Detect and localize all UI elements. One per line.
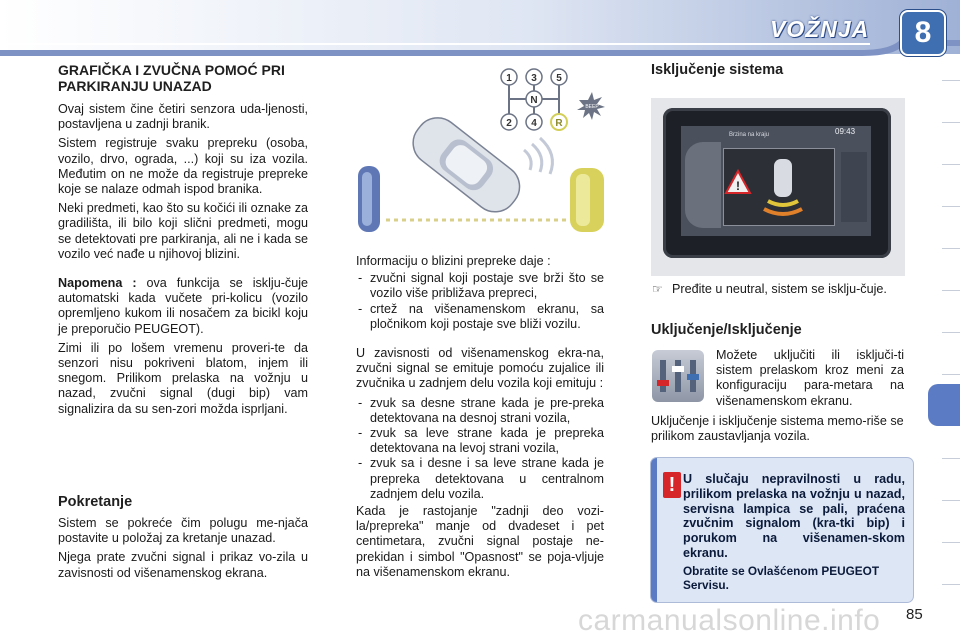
list-signal [356,396,604,502]
list-item: - zvuk sa desne strane kada je pre-preka detektovana na desnoj strani vozila, [356,396,604,426]
list-item: - crtež na višenamenskom ekranu, sa pločnikom koji postaje sve bliži vozilu. [356,302,604,332]
gear-label: R [555,118,563,129]
display-clock: 09:43 [835,127,856,136]
paragraph-memory: Uključenje i isključenje sistema memo-riše se prilikom zaustavljanja vozila. [651,414,904,444]
list-item: - zvuk sa i desne i sa leve strane kada je prepreka detektovana u centralnom zadnjem delu vozila. [356,456,604,502]
column-left [58,62,308,417]
paragraph-sensors: Ovaj sistem čine četiri senzora uda-ljenosti, postavljena u zadnji branik. [58,102,308,132]
paragraph-start-1: Sistem se pokreće čim polugu me-njača postavite u položaj za kretanje unazad. [58,516,308,546]
paragraph-start-2: Njega prate zvučni signal i prikaz vo-zila u zavisnosti od višenamenskog ekrana. [58,550,308,580]
parking-overlay [723,148,835,226]
paragraph-toggle: Možete uključiti ili isključi-ti sistem prelaskom kroz meni za konfiguraciju para-metara na višenamenskom ekranu. [716,348,904,408]
warning-service-text: Obratite se Ovlašćenom PEUGEOT Servisu. [683,564,880,593]
section-heading-parking-aid: GRAFIČKA I ZVUČNA POMOĆ PRI PARKIRANJU UNAZAD [58,62,285,94]
menu-settings-icon [652,350,704,402]
paragraph-winter: Zimi ili po lošem vremenu proveri-te da senzori nisu pokriveni blatom, injem ili snegom. Prilikom prelaska na vožnju u nazad, zvučni signal (dugi bip) vam signalizira da su sen-zori možda isprljani. [58,340,308,416]
svg-text:!: ! [736,179,740,193]
paragraph-distance: Kada je rastojanje "zadnji deo vozi-la/prepreka" manje od dvadeset i pet centimetara, zvučni signal postaje ne-prekidan i simbol "Opasnost" se poja-vljuje na višenamenskom ekranu. [356,504,604,579]
section-title: VOŽNJA [770,16,870,42]
hand-pointer-icon: ☞ [652,282,663,296]
chapter-tab-active[interactable] [928,384,960,426]
warning-bold-text: U slučaju nepravilnosti u radu, prilikom prelaska na vožnju u nazad, servisna lampica se pali, praćena zvučnim signalom (kra-tki bip) i porukom na višenamen-skom ekranu. [683,472,905,560]
display-screen [681,126,871,236]
column-middle [356,254,604,580]
chapter-badge [900,10,946,56]
step-neutral [652,282,902,297]
paragraph-info-intro: Informaciju o blizini prepreke daje : [356,254,551,268]
note-label: Napomena : [58,276,137,291]
warning-icon [663,472,681,498]
step-text: Pređite u neutral, sistem se isklju-čuje. [672,282,887,296]
parking-overlay-graphic [724,149,834,225]
gear-pattern-icon [501,69,567,130]
parking-scene [356,62,606,242]
watermark: carmanualsonline.info [578,604,881,637]
sliders-icon [652,350,704,402]
multifunction-display-photo [651,98,905,276]
list-item: - zvuk sa leve strane kada je prepreka detektovana na levoj strani vozila, [356,426,604,456]
paragraph-objects: Neki predmeti, kao što su kočići ili oznake za gradilišta, ili bilo koji slični predmeti, mogu se detektovati pre parkiranja, ali ne i kada se vozilo već nađe u njihovoj blizini. [58,201,308,261]
side-tabs [920,60,960,620]
column-right [651,62,906,78]
paragraph-registers: Sistem registruje svaku prepreku (osoba, vozilo, drvo, ograda, ...) koji su iza vozila. Međutim on ne može da registruje prepreke koje se nalaze odmah ispod branika. [58,136,308,197]
page-number: 85 [906,606,923,623]
section-heading-start: Pokretanje [58,494,133,510]
gear-label: 3 [531,73,537,84]
car-topview-icon [774,159,792,197]
section-heading-toggle: Uključenje/Isključenje [651,322,802,338]
gear-label: 2 [506,118,512,129]
gear-label: N [530,95,538,106]
list-info [356,271,604,332]
chapter-number: 8 [914,16,932,49]
parking-illustration [356,62,606,242]
display-header: Brzina na kraju [729,132,770,138]
warning-icon-label: ! [668,474,676,496]
section-heading-disable: Isključenje sistema [651,62,784,78]
header-banner [0,0,960,60]
beep-label: BEEP [585,104,599,110]
gear-label: 5 [556,73,562,84]
gear-label: 1 [506,73,512,84]
column-left-bottom [58,494,308,581]
note-text: ova funkcija se isklju-čuje automatski kada vučete pri-kolicu (vozilo opremljeno kukom ili nosačem za bicikl koju je preporučio PEUGEOT). [58,276,309,336]
list-item: - zvučni signal koji postaje sve brži što se vozilo više približava prepreci, [356,271,604,301]
paragraph-signal: U zavisnosti od višenamenskog ekra-na, zvučni signal se emituje pomoću zujalice ili zvučnika u zadnjem delu vozila koji emituju : [356,346,604,391]
gear-label: 4 [531,118,537,129]
warning-box [651,458,913,602]
paragraph-note [58,276,308,337]
